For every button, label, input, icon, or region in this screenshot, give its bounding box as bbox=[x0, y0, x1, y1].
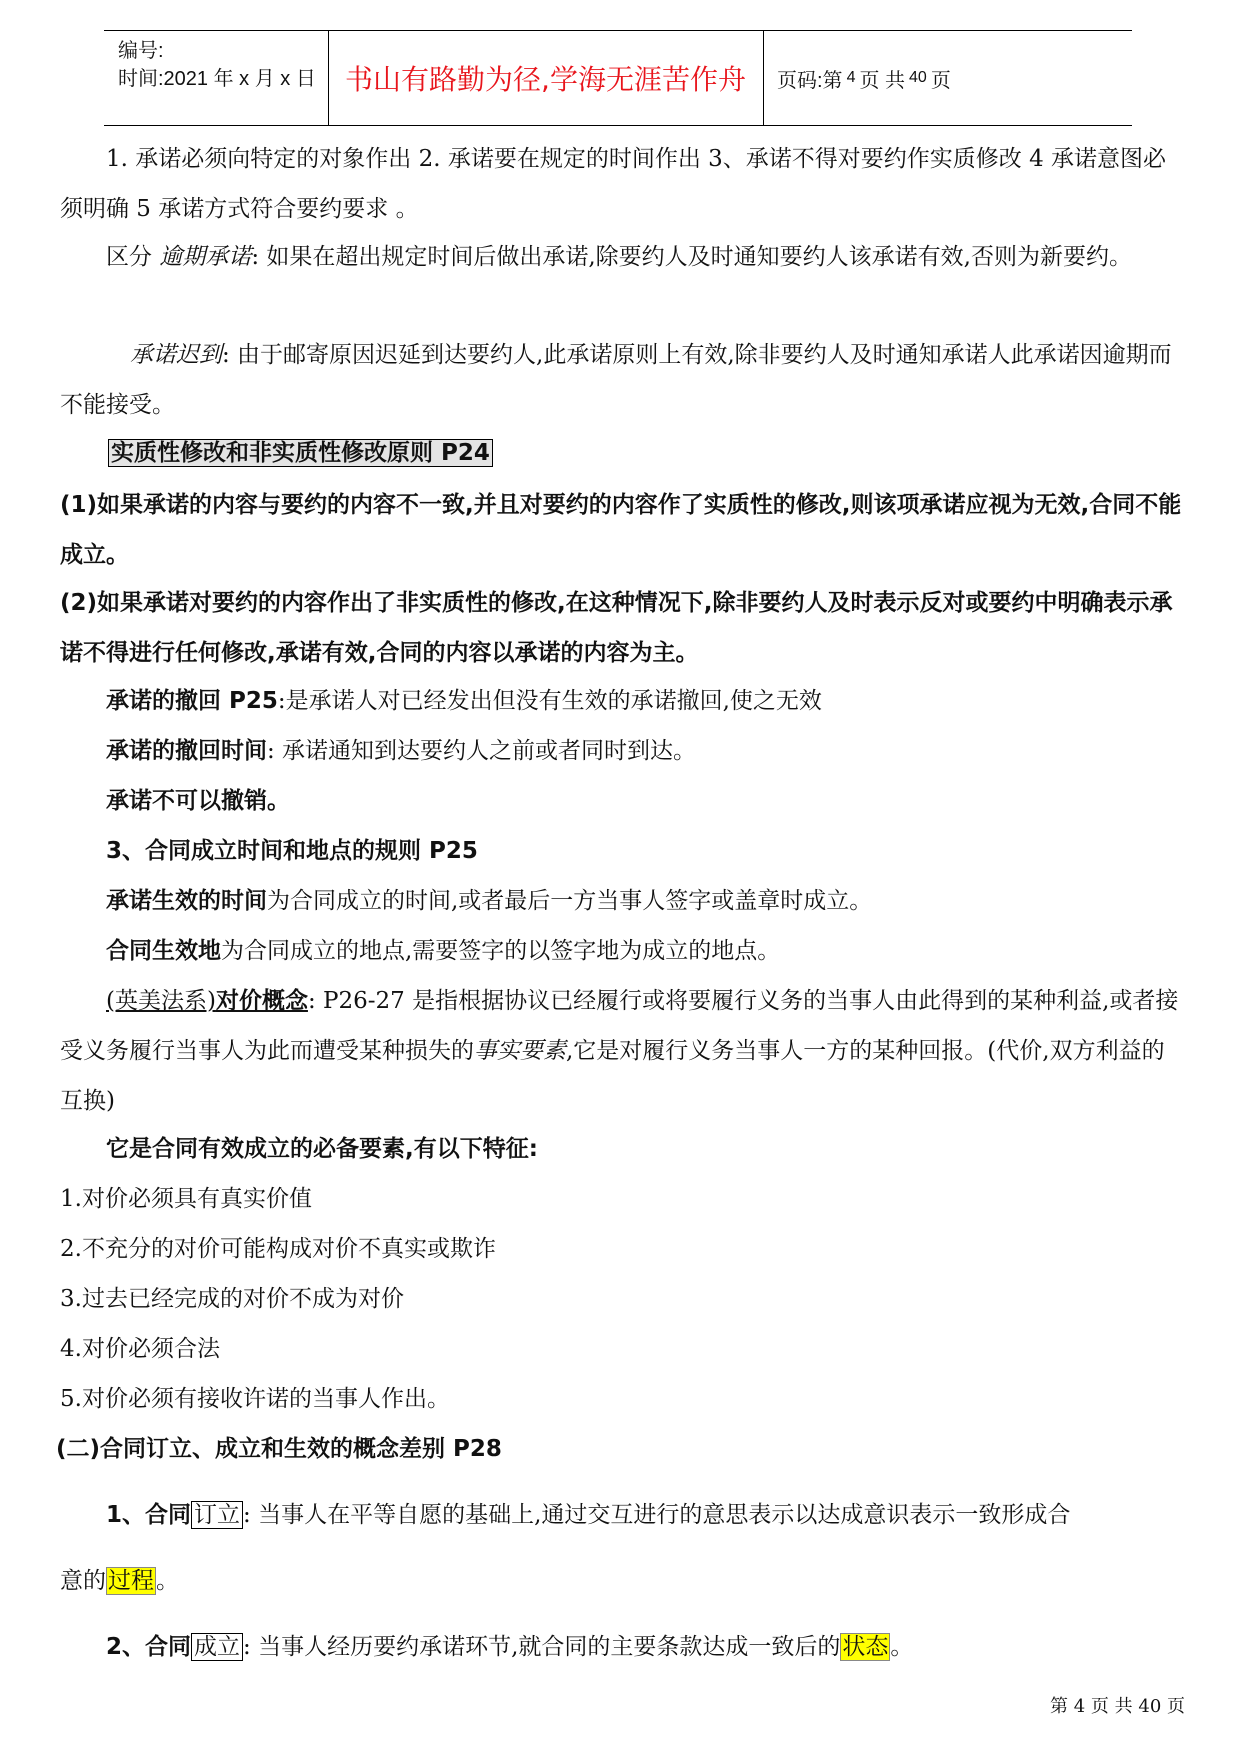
highlight-state: 状态 bbox=[842, 1634, 889, 1660]
definition-conclusion bbox=[60, 1490, 1185, 1540]
time-label: 时间:2021 年 x 月 x 日 bbox=[118, 68, 316, 90]
feature-item: 2.不充分的对价可能构成对价不真实或欺诈 bbox=[60, 1236, 496, 1262]
page-end: 页 bbox=[930, 69, 951, 92]
paragraph-consideration bbox=[60, 976, 1185, 1126]
features-intro: 它是合同有效成立的必备要素,有以下特征: bbox=[106, 1136, 538, 1162]
term-effect-place: 合同生效地 bbox=[106, 938, 221, 964]
text: ,它是对履行义务当事人一方的某种回报。(代价,双方利益的互换) bbox=[60, 1038, 1165, 1114]
heading-modification: 实质性修改和非实质性修改原则 P24 bbox=[108, 439, 493, 467]
consideration-prefix: (英美法系) bbox=[106, 988, 216, 1014]
paragraph-effect-time bbox=[60, 876, 1185, 926]
text: 。 bbox=[156, 1568, 179, 1594]
text: : 当事人经历要约承诺环节,就合同的主要条款达成一致后的 bbox=[243, 1634, 841, 1660]
paragraph-no-revoke: 承诺不可以撤销。 bbox=[106, 788, 290, 814]
text: : 当事人在平等自愿的基础上,通过交互进行的意思表示以达成意识表示一致形成合 bbox=[243, 1502, 1071, 1528]
text: 区分 bbox=[106, 244, 160, 270]
text: 意的 bbox=[60, 1568, 106, 1594]
definition-conclusion-line2 bbox=[60, 1556, 1185, 1606]
text: : 如果在超出规定时间后做出承诺,除要约人及时通知要约人该承诺有效,否则为新要约。 bbox=[251, 244, 1132, 270]
page-number: 4 bbox=[846, 69, 856, 86]
text: 为合同成立的地点,需要签字的以签字地为成立的地点。 bbox=[221, 938, 781, 964]
feature-item: 4.对价必须合法 bbox=[60, 1336, 220, 1362]
text: : 承诺通知到达要约人之前或者同时到达。 bbox=[267, 738, 697, 764]
term-delayed-acceptance: 承诺迟到 bbox=[130, 342, 222, 368]
heading-formation-rules: 3、合同成立时间和地点的规则 P25 bbox=[106, 838, 478, 864]
term-late-acceptance: 逾期承诺 bbox=[159, 244, 252, 270]
paragraph-withdraw-time bbox=[60, 726, 1185, 776]
paragraph-effect-place bbox=[60, 926, 1185, 976]
text: : P26-27 是指根据协议已经履行或将要履行义务的当事人由此得到的某种利益,或者接受义务履行当事人为此而遭受某种损失的 bbox=[60, 988, 1179, 1064]
definition-formation bbox=[60, 1622, 1185, 1672]
number-label: 编号: bbox=[118, 40, 164, 62]
rule-2: (2)如果承诺对要约的内容作出了非实质性的修改,在这种情况下,除非要约人及时表示反对或要约中明确表示承诺不得进行任何修改,承诺有效,合同的内容以承诺的内容为主。 bbox=[60, 590, 1173, 666]
section-heading bbox=[108, 428, 1185, 478]
text: : 由于邮寄原因迟延到达要约人,此承诺原则上有效,除非要约人及时通知承诺人此承诺因逾期而不能接受。 bbox=[60, 342, 1172, 418]
term-effect-time: 承诺生效的时间 bbox=[106, 888, 267, 914]
text: 为合同成立的时间,或者最后一方当事人签字或盖章时成立。 bbox=[267, 888, 873, 914]
text: :是承诺人对已经发出但没有生效的承诺撤回,使之无效 bbox=[277, 688, 822, 714]
feature-item: 5.对价必须有接收许诺的当事人作出。 bbox=[60, 1386, 450, 1412]
term-fact-element: 事实要素 bbox=[474, 1038, 566, 1064]
feature-item: 3.过去已经完成的对价不成为对价 bbox=[60, 1286, 404, 1312]
definition-number: 1、合同 bbox=[106, 1502, 192, 1528]
term-consideration: 对价概念 bbox=[215, 988, 308, 1014]
page-info bbox=[777, 31, 951, 125]
page-mid: 页 共 bbox=[859, 69, 906, 92]
page-footer: 第 4 页 共 40 页 bbox=[1050, 1696, 1185, 1717]
definition-number: 2、合同 bbox=[106, 1634, 192, 1660]
paragraph-delayed-acceptance bbox=[60, 330, 1185, 430]
paragraph-conditions: 1. 承诺必须向特定的对象作出 2. 承诺要在规定的时间作出 3、承诺不得对要约作实质修改 4 承诺意图必须明确 5 承诺方式符合要约要求 。 bbox=[60, 146, 1167, 222]
header-meta bbox=[118, 37, 316, 93]
page-total: 40 bbox=[909, 69, 927, 86]
header-divider bbox=[763, 31, 764, 125]
rule-1: (1)如果承诺的内容与要约的内容不一致,并且对要约的内容作了实质性的修改,则该项承诺应视为无效,合同不能成立。 bbox=[60, 492, 1182, 568]
term-formation: 成立 bbox=[191, 1633, 243, 1661]
paragraph-late-acceptance bbox=[60, 232, 1185, 282]
document-header bbox=[104, 30, 1132, 126]
term-withdraw: 承诺的撤回 P25 bbox=[106, 688, 278, 714]
page-label: 页码:第 bbox=[777, 69, 843, 92]
highlight-process: 过程 bbox=[108, 1568, 154, 1594]
term-conclusion: 订立 bbox=[191, 1501, 243, 1529]
motto: 书山有路勤为径,学海无涯苦作舟 bbox=[345, 63, 746, 96]
text: 。 bbox=[890, 1634, 914, 1660]
paragraph-withdraw bbox=[60, 676, 1185, 726]
feature-item: 1.对价必须具有真实价值 bbox=[60, 1186, 312, 1212]
term-withdraw-time: 承诺的撤回时间 bbox=[106, 738, 267, 764]
heading-concept-difference: (二)合同订立、成立和生效的概念差别 P28 bbox=[56, 1436, 502, 1462]
